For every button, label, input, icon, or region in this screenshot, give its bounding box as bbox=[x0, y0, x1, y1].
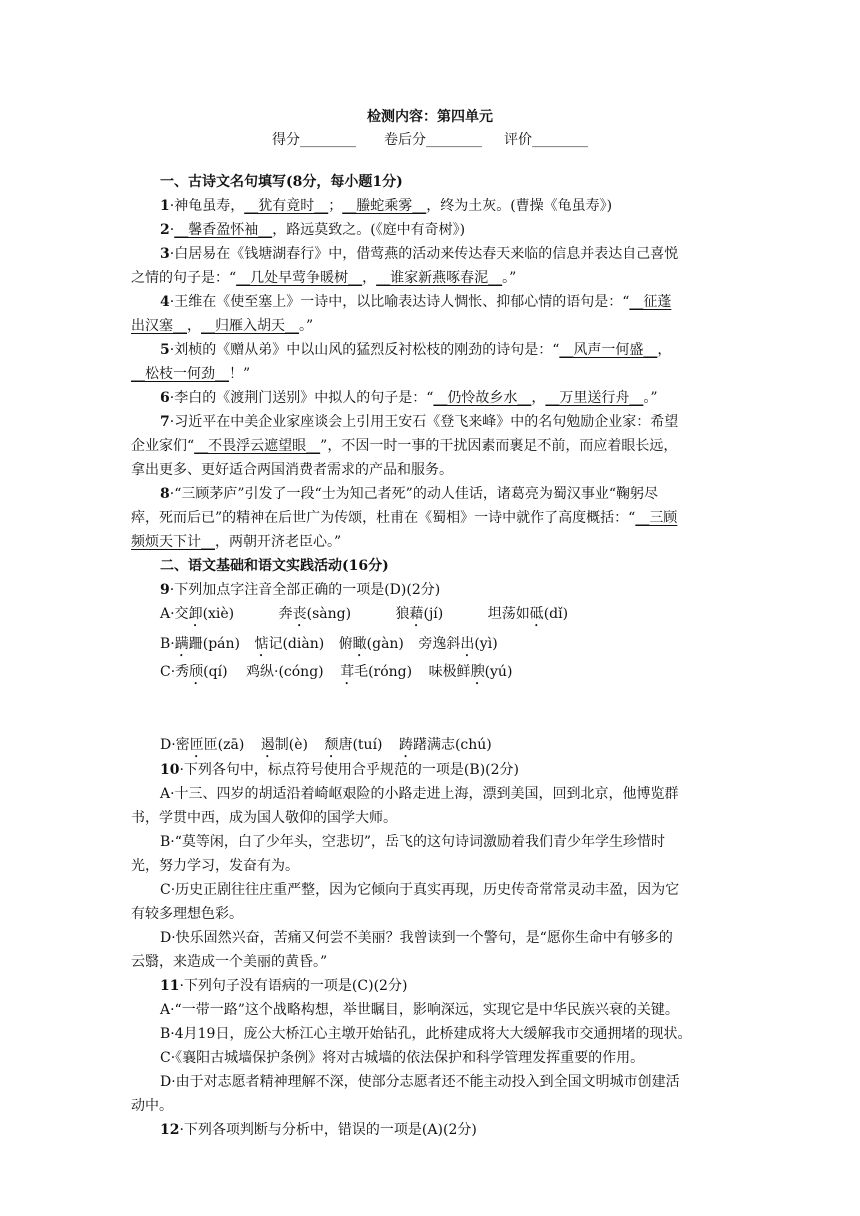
q10-option-a: A·十三、四岁的胡适沿着崎岖艰险的小路走进上海，漂到美国，回到北京，他博览群 bbox=[160, 786, 679, 802]
text-fragment: ·习近平在中美企业家座谈会上引用王安石《登飞来峰》中的名句勉励企业家：希望 bbox=[169, 414, 679, 430]
answer-blank: __征蓬 bbox=[629, 294, 672, 310]
text-fragment: B· bbox=[160, 636, 175, 652]
text-fragment: (jí) bbox=[423, 606, 444, 622]
after-score-label: 卷后分________ bbox=[384, 132, 482, 148]
text-fragment: (qí) bbox=[203, 664, 228, 680]
text-fragment: 奔 bbox=[278, 606, 293, 622]
text-fragment: 出 bbox=[460, 636, 475, 652]
evaluation-label: 评价________ bbox=[504, 132, 588, 148]
question-4 bbox=[160, 292, 671, 312]
text-fragment: 记(diàn) bbox=[268, 636, 325, 652]
text-fragment: A·交 bbox=[160, 606, 189, 622]
text-fragment: ·下列句子没有语病的一项是( bbox=[179, 978, 358, 994]
text-fragment: 藉 bbox=[409, 606, 424, 622]
text-fragment: 毛(róng) bbox=[354, 664, 413, 680]
q10-option-a-cont: 书，学贯中西，成为国人敬仰的国学大师。 bbox=[131, 810, 397, 826]
text-fragment: 味极鲜 bbox=[428, 664, 471, 680]
q9-option-a bbox=[160, 604, 568, 630]
answer-letter: B bbox=[469, 762, 480, 778]
text-fragment: ； bbox=[328, 198, 343, 214]
text-fragment: (xiè) bbox=[202, 606, 235, 622]
text-fragment: 茸 bbox=[340, 664, 355, 680]
text-fragment: (yú) bbox=[484, 664, 513, 680]
answer-blank: __三顾 bbox=[635, 510, 678, 526]
q11-option-a: A·“一带一路”这个战略构想，举世瞩目，影响深远，实现它是中华民族兴衰的关键。 bbox=[160, 1002, 679, 1018]
text-fragment: )(2分) bbox=[400, 582, 441, 598]
text-fragment: 8 bbox=[160, 486, 170, 502]
text-fragment: ！” bbox=[229, 366, 251, 382]
text-fragment: 踌 bbox=[398, 737, 413, 753]
text-fragment: 唐(tuí) bbox=[338, 737, 383, 753]
answer-blank: __仍怜故乡水__ bbox=[433, 390, 532, 406]
answer-blank: __馨香盈怀袖__ bbox=[174, 222, 273, 238]
text-fragment: ·王维在《使至塞上》一诗中，以比喻表达诗人惆怅、抑郁心情的语句是：“ bbox=[169, 294, 630, 310]
text-fragment: 4 bbox=[160, 294, 170, 310]
text-fragment: 躇满志(chú) bbox=[412, 737, 492, 753]
section-1-heading: 一、古诗文名句填写(8分，每小题1分) bbox=[160, 174, 403, 190]
text-fragment: 纵 bbox=[260, 664, 274, 680]
text-fragment: 12 bbox=[160, 1122, 180, 1138]
text-fragment: ，终为土灰。(曹操《龟虽寿》) bbox=[426, 198, 613, 214]
question-6 bbox=[160, 388, 658, 408]
score-label: 得分________ bbox=[272, 132, 356, 148]
text-fragment: 俯 bbox=[338, 636, 353, 652]
text-fragment: 卸 bbox=[188, 606, 203, 622]
text-fragment: · bbox=[274, 664, 279, 680]
text-fragment: 1 bbox=[160, 198, 170, 214]
question-7-line-2 bbox=[131, 436, 677, 456]
text-fragment: )(2分) bbox=[479, 762, 519, 778]
text-fragment: ·下列加点字注音全部正确的一项是( bbox=[169, 582, 390, 598]
text-fragment: (cóng) bbox=[278, 664, 324, 680]
text-fragment: 惦 bbox=[254, 636, 269, 652]
text-fragment: ·刘桢的《赠从弟》中以山风的猛烈反衬松枝的刚劲的诗句是：“ bbox=[169, 342, 560, 358]
question-12 bbox=[160, 1120, 477, 1140]
question-8 bbox=[160, 484, 658, 504]
text-fragment: 9 bbox=[160, 582, 170, 598]
text-fragment: 11 bbox=[160, 978, 180, 994]
text-fragment: (dǐ) bbox=[543, 606, 569, 622]
text-fragment: 鸡 bbox=[246, 664, 260, 680]
answer-blank: __螣蛇乘雾__ bbox=[342, 198, 427, 214]
answer-blank: __不畏浮云遮望眼__ bbox=[194, 438, 321, 454]
question-8-line-2 bbox=[131, 508, 677, 528]
question-8-line-3 bbox=[131, 532, 341, 552]
section-2-heading: 二、语文基础和语文实践活动(16分) bbox=[160, 558, 389, 574]
q10-option-c-cont: 有较多理想色彩。 bbox=[131, 906, 243, 922]
text-fragment: 3 bbox=[160, 246, 170, 262]
text-fragment: 丧 bbox=[292, 606, 307, 622]
question-10 bbox=[160, 760, 519, 780]
q11-option-b: B·4月19日，庞公大桥江心主墩开始钻孔，此桥建成将大大缓解我市交通拥堵的现状。 bbox=[160, 1026, 692, 1042]
text-fragment: ”，不因一时一事的干扰因素而裹足不前，而应着眼长远， bbox=[320, 438, 678, 454]
text-fragment: D·密 bbox=[160, 737, 190, 753]
answer-blank: __松枝一何劲__ bbox=[131, 366, 229, 382]
answer-blank: __犹有竟时__ bbox=[244, 198, 329, 214]
page-title: 检测内容：第四单元 bbox=[367, 109, 493, 125]
text-fragment: 瘁，死而后已”的精神在后世广为传颂，杜甫在《蜀相》一诗中就作了高度概括：“ bbox=[131, 510, 636, 526]
text-fragment: 。” bbox=[502, 270, 517, 286]
text-fragment: 。” bbox=[299, 318, 314, 334]
q9-option-c bbox=[160, 662, 512, 688]
text-fragment: ·李白的《渡荆门送别》中拟人的句子是：“ bbox=[169, 390, 434, 406]
question-2 bbox=[160, 220, 465, 240]
q10-option-b: B·“莫等闲，白了少年头，空悲切”，岳飞的这句诗词激励着我们青少年学生珍惜时 bbox=[160, 834, 666, 850]
text-fragment: 7 bbox=[160, 414, 170, 430]
text-fragment: )(2分) bbox=[437, 1122, 477, 1138]
text-fragment: 匝(zā) bbox=[203, 737, 245, 753]
text-fragment: ·“三顾茅庐”引发了一段“士为知己者死”的动人佳话，诸葛亮为蜀汉事业“鞠躬尽 bbox=[169, 486, 658, 502]
q9-option-b bbox=[160, 634, 498, 660]
text-fragment: 旁逸斜 bbox=[418, 636, 461, 652]
q10-option-d: D·快乐固然兴奋，苦痛又何尝不美丽？我曾读到一个警句，是“愿你生命中有够多的 bbox=[160, 930, 673, 946]
text-fragment: ， bbox=[657, 342, 672, 358]
text-fragment: · bbox=[169, 222, 175, 238]
text-fragment: 砥 bbox=[529, 606, 544, 622]
question-7 bbox=[160, 412, 678, 432]
text-fragment: (yì) bbox=[474, 636, 498, 652]
answer-letter: A bbox=[427, 1122, 438, 1138]
q11-option-d-cont: 动中。 bbox=[131, 1098, 173, 1114]
q11-option-d: D·由于对志愿者精神理解不深，使部分志愿者还不能主动投入到全国文明城市创建活 bbox=[160, 1074, 680, 1090]
text-fragment: )(2分) bbox=[368, 978, 408, 994]
question-4-line-2 bbox=[131, 316, 313, 336]
question-7-line-3: 拿出更多、更好适合两国消费者需求的产品和服务。 bbox=[131, 462, 453, 478]
question-11 bbox=[160, 976, 407, 996]
q10-option-d-cont: 云翳，来造成一个美丽的黄昏。” bbox=[131, 954, 328, 970]
text-fragment: ， bbox=[531, 390, 546, 406]
question-3 bbox=[160, 244, 678, 264]
text-fragment: (gàn) bbox=[366, 636, 404, 652]
text-fragment: 坦荡如 bbox=[487, 606, 530, 622]
text-fragment: 之情的句子是：“ bbox=[131, 270, 237, 286]
question-5 bbox=[160, 340, 671, 360]
text-fragment: ， bbox=[362, 270, 377, 286]
text-fragment: 腴 bbox=[470, 664, 485, 680]
question-1 bbox=[160, 196, 612, 216]
answer-letter: D bbox=[389, 582, 401, 598]
text-fragment: 6 bbox=[160, 390, 170, 406]
text-fragment: 5 bbox=[160, 342, 170, 358]
text-fragment: 瞰 bbox=[352, 636, 367, 652]
answer-blank: __谁家新燕啄春泥__ bbox=[376, 270, 503, 286]
text-fragment: ，路远莫致之。(《庭中有奇树》) bbox=[272, 222, 466, 238]
answer-blank: __风声一何盛__ bbox=[559, 342, 658, 358]
q11-option-c: C·《襄阳古城墙保护条例》将对古城墙的依法保护和科学管理发挥重要的作用。 bbox=[160, 1050, 645, 1066]
text-fragment: 10 bbox=[160, 762, 180, 778]
q10-option-c: C·历史正剧往往庄重严整，因为它倾向于真实再现，历史传奇常常灵动丰盈，因为它 bbox=[160, 882, 680, 898]
text-fragment: 颓 bbox=[324, 737, 339, 753]
answer-letter: C bbox=[357, 978, 369, 994]
text-fragment: 狼 bbox=[395, 606, 410, 622]
text-fragment: ·白居易在《钱塘湖春行》中，借莺燕的活动来传达春天来临的信息并表达自己喜悦 bbox=[169, 246, 679, 262]
answer-blank: __几处早莺争暖树__ bbox=[236, 270, 363, 286]
q10-option-b-cont: 光，努力学习，发奋有为。 bbox=[131, 858, 299, 874]
text-fragment: ，两朝开济老臣心。” bbox=[215, 534, 342, 550]
text-fragment: 遏 bbox=[260, 737, 275, 753]
text-fragment: ， bbox=[187, 318, 201, 334]
q9-option-d bbox=[160, 735, 492, 761]
text-fragment: ·下列各项判断与分析中，错误的一项是( bbox=[179, 1122, 428, 1138]
answer-blank: 出汉塞__ bbox=[131, 318, 187, 334]
text-fragment: 2 bbox=[160, 222, 170, 238]
text-fragment: 颀 bbox=[189, 664, 204, 680]
text-fragment: ·下列各句中，标点符号使用合乎规范的一项是( bbox=[179, 762, 470, 778]
answer-blank: __万里送行舟__ bbox=[545, 390, 644, 406]
text-fragment: 。” bbox=[643, 390, 658, 406]
text-fragment: (sàng) bbox=[306, 606, 352, 622]
answer-blank: __归雁入胡天__ bbox=[201, 318, 299, 334]
answer-blank: 频烦天下计__ bbox=[131, 534, 215, 550]
text-fragment: 跚(pán) bbox=[188, 636, 240, 652]
question-3-line-2 bbox=[131, 268, 516, 288]
text-fragment: 匝 bbox=[189, 737, 204, 753]
score-line bbox=[0, 130, 860, 150]
question-9 bbox=[160, 580, 440, 600]
text-fragment: 蹒 bbox=[174, 636, 189, 652]
text-fragment: 制(è) bbox=[274, 737, 309, 753]
text-fragment: C·秀 bbox=[160, 664, 190, 680]
text-fragment: 企业家们“ bbox=[131, 438, 195, 454]
text-fragment: ·神龟虽寿， bbox=[169, 198, 245, 214]
question-5-line-2 bbox=[131, 364, 250, 384]
